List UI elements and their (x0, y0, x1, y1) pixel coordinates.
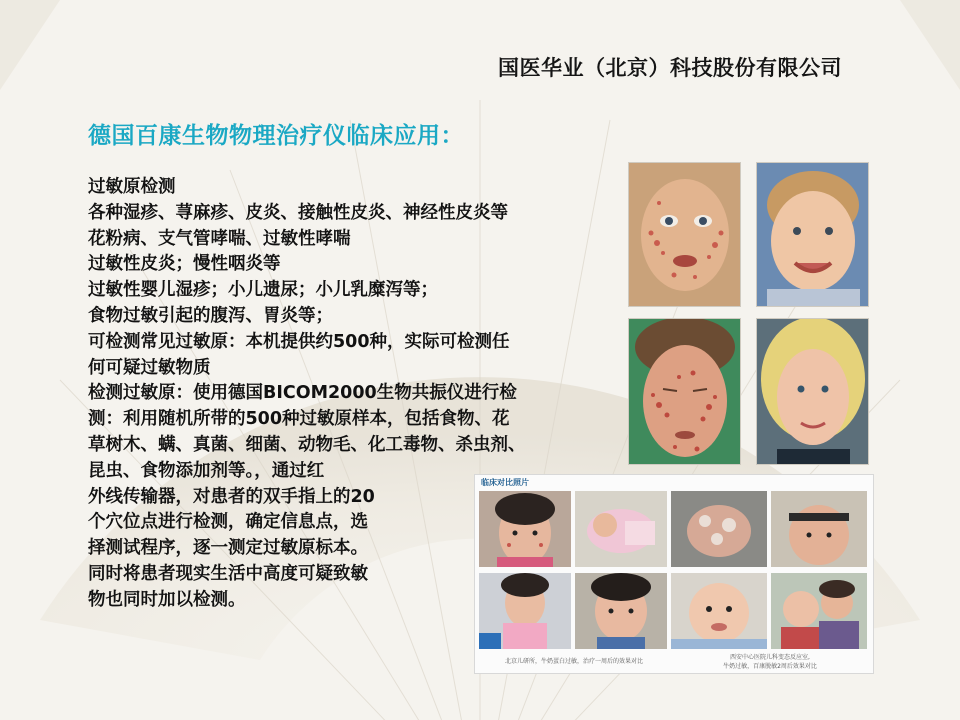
text-line: 择测试程序，逐一测定过敏原标本。 (88, 538, 368, 559)
clinic-photo-8 (771, 573, 867, 649)
clinic-photo-7 (671, 573, 767, 649)
clinic-photo-5 (479, 573, 571, 649)
clinic-photo-2 (575, 491, 667, 567)
text-line: 草树木、螨、真菌、细菌、动物毛、化工毒物、杀虫剂、 (88, 434, 526, 455)
text-line: 各种湿疹、荨麻疹、皮炎、接触性皮炎、神经性皮炎等 (88, 202, 508, 223)
patient-photo-before-child (628, 162, 741, 307)
clinical-comparison-panel (474, 474, 874, 674)
clinic-panel-heading: 临床对比照片 (481, 478, 529, 487)
text-line: 昆虫、食物添加剂等。，通过红 (88, 460, 325, 481)
text-line: 同时将患者现实生活中高度可疑致敏 (88, 563, 368, 584)
company-name: 国医华业（北京）科技股份有限公司 (498, 56, 842, 80)
text-line: 食物过敏引起的腹泻、胃炎等； (88, 305, 333, 326)
clinic-photo-4 (771, 491, 867, 567)
text-line: 花粉病、支气管哮喘、过敏性哮喘 (88, 228, 351, 249)
patient-photo-after-child (756, 162, 869, 307)
text-line: 个穴位点进行检测，确定信息点，选 (88, 512, 368, 533)
clinic-caption-right-line1: 西安中心医院儿科变态反应室, (730, 654, 810, 661)
text-line: 可检测常见过敏原：本机提供约500种，实际可检测任 (88, 331, 510, 352)
clinic-caption-left: 北京儿研所，牛奶蛋白过敏，治疗一周后的效果对比 (504, 658, 643, 665)
clinic-caption-right-line2: 牛奶过敏，百康脱敏2周后效果对比 (723, 663, 817, 670)
text-line: 过敏性皮炎；慢性咽炎等 (88, 254, 281, 275)
clinic-photo-3 (671, 491, 767, 567)
text-line: 何可疑过敏物质 (88, 357, 211, 378)
text-line: 物也同时加以检测。 (88, 589, 246, 610)
text-line: 外线传输器，对患者的双手指上的20 (88, 486, 375, 507)
text-line: 过敏原检测 (88, 177, 176, 197)
patient-photo-after-teen (756, 318, 869, 465)
text-line: 测：利用随机所带的500种过敏原样本，包括食物、花 (88, 409, 510, 430)
clinic-photo-1 (479, 491, 571, 567)
slide-title: 德国百康生物物理治疗仪临床应用： (88, 123, 464, 149)
patient-photo-before-teen (628, 318, 741, 465)
text-line: 过敏性婴儿湿疹；小儿遗尿；小儿乳糜泻等； (88, 280, 438, 301)
text-line: 检测过敏原：使用德国BICOM2000生物共振仪进行检 (88, 383, 517, 404)
clinic-photo-6 (575, 573, 667, 649)
